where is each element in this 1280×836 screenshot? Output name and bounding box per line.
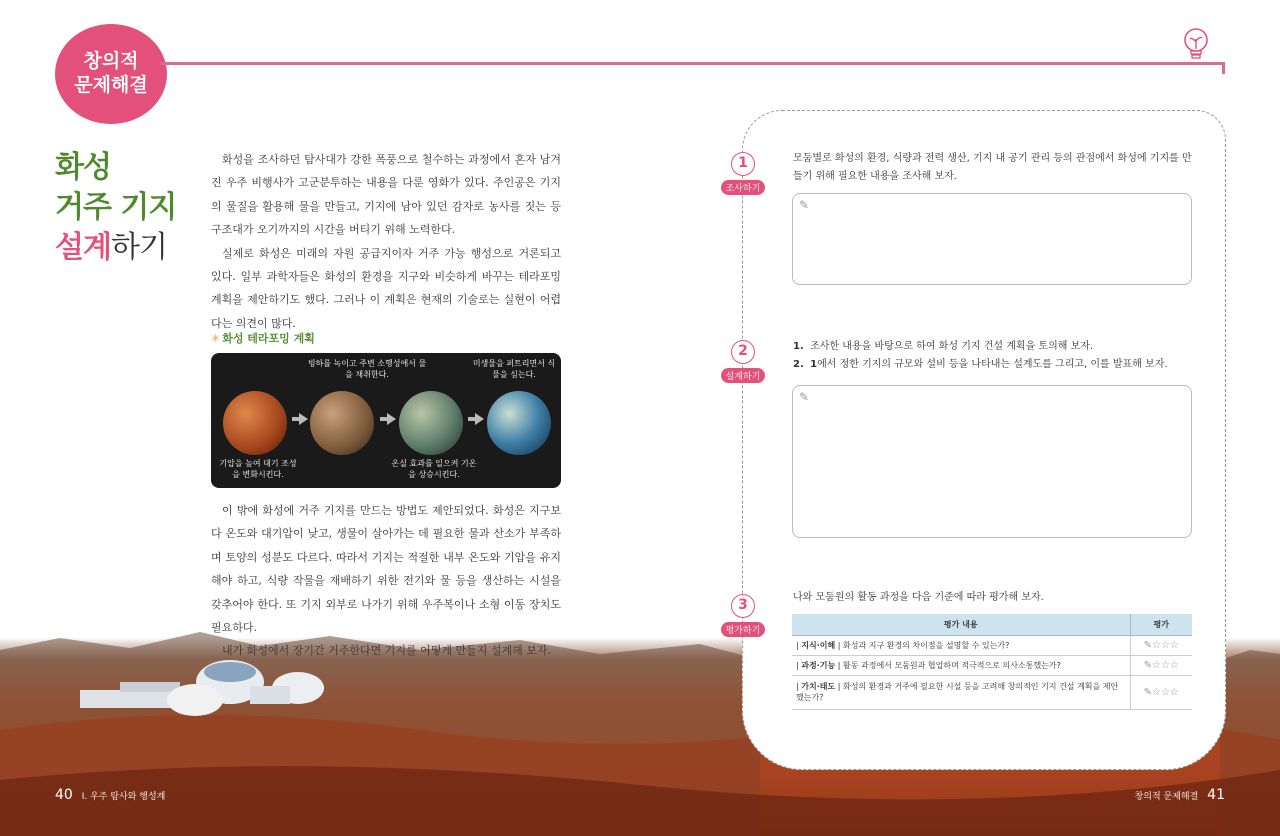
arrow-right-icon [475, 413, 484, 425]
star-rating[interactable]: ☆☆☆ [1151, 659, 1179, 671]
left-page-number: 40 [55, 787, 73, 803]
header-rating: 평가 [1130, 614, 1192, 635]
pencil-icon: ✎ [799, 390, 810, 404]
row-category: 지식·이해 [801, 640, 836, 650]
answer-box-1[interactable] [792, 193, 1192, 285]
terraforming-figure [211, 353, 561, 488]
item-1-text: 조사한 내용을 바탕으로 하여 화성 기지 건설 계획을 토의해 보자. [810, 341, 1094, 352]
row-text: 화성과 지구 환경의 차이점을 설명할 수 있는가? [842, 640, 1010, 650]
step-1-instruction: 모둠별로 화성의 환경, 식량과 전력 생산, 기지 내 공기 관리 등의 관점에서 화성에 기지를 만들기 위해 필요한 내용을 조사해 보자. [793, 153, 1192, 182]
figure-caption [211, 330, 315, 346]
planet-stage3-icon [399, 391, 463, 455]
step-3-marker [719, 594, 767, 637]
step-1-label: 조사하기 [721, 180, 766, 195]
table-row: | 과정·기능 | 활동 과정에서 모둠원과 협업하며 적극적으로 의사소통했는가? ✎☆☆☆ [792, 655, 1192, 675]
answer-box-2[interactable] [792, 385, 1192, 538]
figure-label-bottom1: 기압을 높여 대기 조성을 변화시킨다. [219, 459, 297, 479]
step-3-label: 평가하기 [721, 622, 766, 637]
sparkle-icon: ✳ [211, 332, 221, 345]
pencil-icon: ✎ [1143, 686, 1152, 698]
item-2-ref: 1 [810, 359, 818, 370]
footer-left [55, 787, 165, 803]
item-1-number: 1. [793, 341, 804, 352]
arrow-right-icon [387, 413, 396, 425]
title-line3-bold: 설계 [55, 230, 111, 265]
row-category: 가치·태도 [801, 682, 836, 691]
evaluation-table [792, 614, 1192, 710]
title-line2: 거주 기지 [55, 190, 177, 225]
table-header-row [792, 614, 1192, 635]
pencil-icon: ✎ [799, 198, 810, 212]
paragraph-1: 화성을 조사하던 탐사대가 강한 폭풍으로 철수하는 과정에서 혼자 남겨진 우주 비행사가 고군분투하는 내용을 다룬 영화가 있다. 주인공은 기지의 물질을 활용해 물을 만들고, 기지에 남아 있던 감자로 농사를 짓는 등 구조대가 오기까지의 시간을 버티기 위해 노력한다. [211, 153, 561, 237]
step-2-instructions [793, 338, 1193, 374]
step-3-number: 3 [731, 594, 755, 618]
item-2-number: 2. [793, 359, 804, 370]
step-1-number: 1 [731, 152, 755, 176]
pencil-icon: ✎ [1143, 659, 1152, 671]
row-category: 과정·기능 [801, 660, 836, 670]
table-row: | 지식·이해 | 화성과 지구 환경의 차이점을 설명할 수 있는가? ✎☆☆☆ [792, 635, 1192, 655]
figure-label-top1: 빙하를 녹이고 주변 소행성에서 물을 채취한다. [307, 359, 427, 379]
planet-mars-icon [223, 391, 287, 455]
step-3-instruction: 나와 모둠원의 활동 과정을 다음 기준에 따라 평가해 보자. [793, 592, 1044, 603]
figure-label-bottom2: 온실 효과를 일으켜 기온을 상승시킨다. [391, 459, 477, 479]
figure-label-top2: 미생물을 퍼트리면서 식물을 심는다. [472, 359, 556, 379]
header-content: 평가 내용 [792, 614, 1130, 635]
badge-line2: 문제해결 [74, 74, 148, 96]
step-2-marker [719, 340, 767, 383]
section-badge [55, 24, 167, 124]
row-text: 화성의 환경과 거주에 필요한 시설 등을 고려해 창의적인 기지 건설 계획을 제안했는가? [796, 682, 1119, 702]
title-line1: 화성 [55, 150, 111, 185]
table-row: | 가치·태도 | 화성의 환경과 거주에 필요한 시설 등을 고려해 창의적인 기지 건설 계획을 제안했는가? ✎☆☆☆ [792, 675, 1192, 709]
right-footer-text: 창의적 문제해결 [1134, 792, 1199, 802]
pencil-icon: ✎ [1143, 639, 1152, 651]
page-title [55, 148, 176, 268]
step-2-number: 2 [731, 340, 755, 364]
planet-stage2-icon [310, 391, 374, 455]
arrow-right-icon [299, 413, 308, 425]
paragraph-2b: 내가 화성에서 장기간 거주한다면 기지를 어떻게 만들지 설계해 보자. [222, 644, 551, 658]
paragraph-2: 이 밖에 화성에 거주 기지를 만드는 방법도 제안되었다. 화성은 지구보다 온도와 대기압이 낮고, 생물이 살아가는 데 필요한 물과 산소가 부족하며 토양의 성분도 다르다. 따라서 기지는 적절한 내부 온도와 기압을 유지해야 하고, 식량 작물을 재배하기 위한 전기와 물 등을 생산하는 시설을 갖추어야 한다. 또 기지 외부로 나가기 위해 우주복이나 소형 이동 장치도 필요하다. [211, 504, 561, 635]
item-2-text: 에서 정한 기지의 규모와 설비 등을 나타내는 설계도를 그리고, 이를 발표해 보자. [817, 359, 1168, 370]
row-text: 활동 과정에서 모둠원과 협업하며 적극적으로 의사소통했는가? [842, 660, 1061, 670]
intro-paragraph [211, 148, 561, 335]
figure-caption-text: 화성 테라포밍 계획 [222, 332, 315, 345]
header-divider [160, 62, 1225, 65]
header-divider-end [1222, 62, 1225, 74]
left-footer-text: I. 우주 탐사와 행성계 [81, 792, 166, 802]
footer-right [1135, 787, 1225, 803]
star-rating[interactable]: ☆☆☆ [1151, 686, 1179, 698]
step-2-label: 설계하기 [721, 368, 766, 383]
step-1-marker [719, 152, 767, 195]
title-line3-rest: 하기 [110, 230, 167, 265]
lightbulb-icon [1182, 27, 1210, 63]
body-paragraph [211, 499, 561, 663]
right-page-number: 41 [1207, 787, 1225, 803]
badge-line1: 창의적 [83, 50, 139, 73]
paragraph-1b: 실제로 화성은 미래의 자원 공급지이자 거주 가능 행성으로 거론되고 있다. 일부 과학자들은 화성의 환경을 지구와 비슷하게 바꾸는 테라포밍 계획을 제안하기도 했다. 그러나 이 계획은 현재의 기술로는 실현이 어렵다는 의견이 많다. [211, 246, 561, 330]
star-rating[interactable]: ☆☆☆ [1151, 639, 1179, 651]
planet-earthlike-icon [487, 391, 551, 455]
